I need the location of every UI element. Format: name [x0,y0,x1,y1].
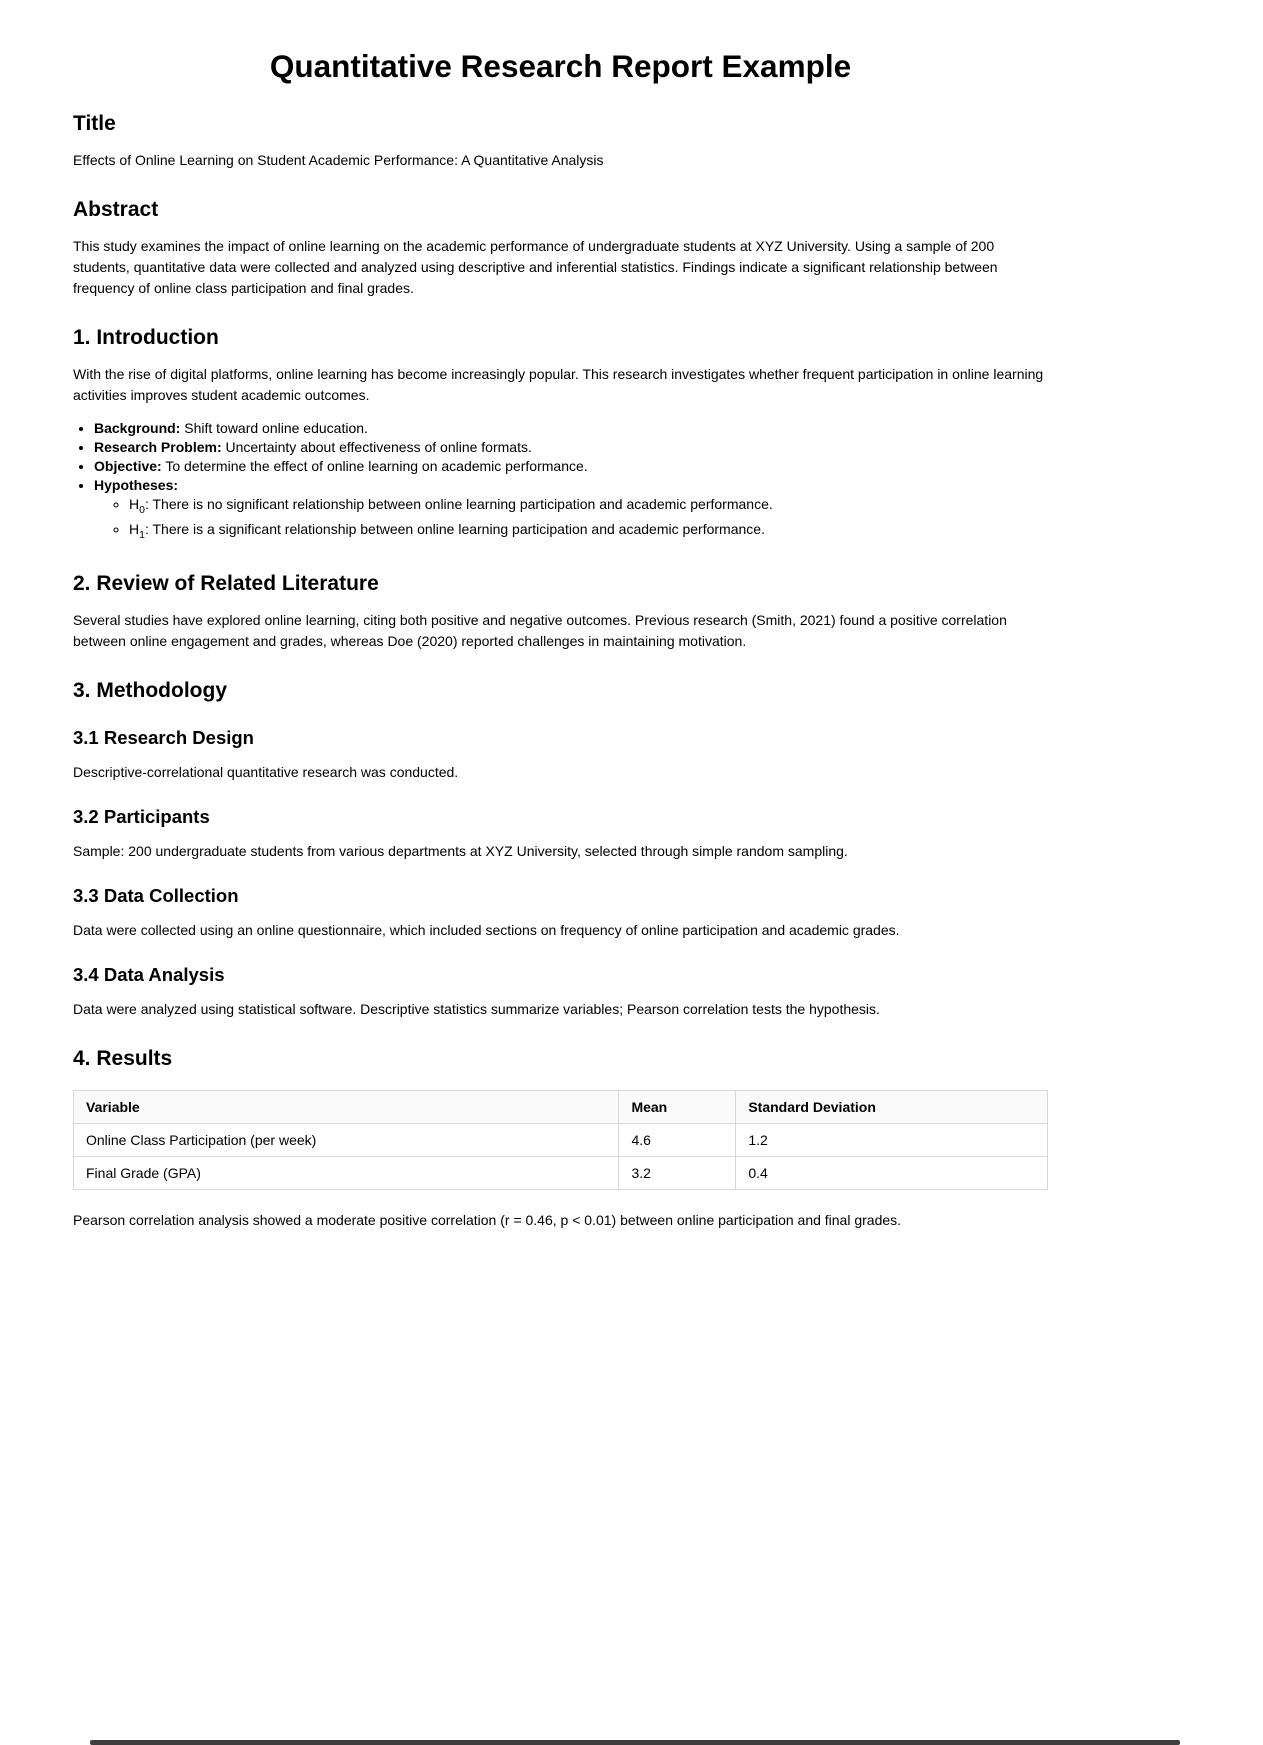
table-header-mean: Mean [619,1090,736,1123]
table-cell-std: 1.2 [736,1123,1048,1156]
hypothesis-symbol: H [129,520,140,537]
introduction-bullet-list [73,419,1048,545]
bullet-research-problem [94,438,1048,457]
introduction-paragraph: With the rise of digital platforms, online learning has become increasingly popular. This research investigates whether frequent participation in online learning activities improves student academic outcomes. [73,366,1044,403]
document-title: Quantitative Research Report Example [269,48,852,84]
table-cell-std: 0.4 [736,1156,1048,1189]
data-analysis-paragraph: Data were analyzed using statistical software. Descriptive statistics summarize variables; Pearson correlation tests the hypothesis. [73,1000,880,1017]
section-heading-literature: 2. Review of Related Literature [73,571,379,595]
research-design-paragraph: Descriptive-correlational quantitative research was conducted. [73,763,459,780]
table-header-std-deviation: Standard Deviation [736,1090,1048,1123]
hypothesis-text: : There is no significant relationship between online learning participation and academic performance. [144,496,773,512]
section-introduction [73,325,1048,545]
table-row [74,1156,1048,1189]
table-row [74,1123,1048,1156]
table-cell-mean: 3.2 [619,1156,736,1189]
hypotheses-list [94,495,1048,545]
table-cell-variable: Online Class Participation (per week) [74,1123,619,1156]
section-literature-review [73,571,1048,652]
section-abstract [73,197,1048,299]
hypothesis-null [129,495,1048,520]
hypothesis-alternative [129,520,1048,545]
subsection-heading-research-design: 3.1 Research Design [73,726,254,748]
literature-paragraph: Several studies have explored online learning, citing both positive and negative outcomes. Previous research (Smith, 2021) found a positive correlation between online engagement and grades, whereas Doe (2020) reported challenges in maintaining motivation. [73,611,1007,649]
bullet-label: Objective: [94,458,162,474]
document-page [73,0,1048,1231]
table-header-row [74,1090,1048,1123]
bullet-label: Hypotheses: [94,477,179,493]
table-header-variable: Variable [74,1090,619,1123]
results-paragraph: Pearson correlation analysis showed a moderate positive correlation (r = 0.46, p < 0.01) between online participation and final grades. [73,1211,902,1228]
bullet-hypotheses [94,476,1048,545]
table-cell-mean: 4.6 [619,1123,736,1156]
title-paragraph: Effects of Online Learning on Student Academic Performance: A Quantitative Analysis [73,152,604,168]
hypothesis-subscript: 1 [139,528,145,541]
bullet-objective [94,457,1048,476]
section-title [73,111,1048,171]
section-results [73,1046,1048,1231]
horizontal-scrollbar-thumb[interactable] [90,1740,1180,1745]
section-heading-introduction: 1. Introduction [73,326,219,349]
data-collection-paragraph: Data were collected using an online questionnaire, which included sections on frequency of online participation and academic grades. [73,921,900,938]
table-cell-variable: Final Grade (GPA) [74,1156,619,1189]
bullet-background [94,419,1048,438]
section-heading-abstract: Abstract [73,198,159,221]
bullet-label: Background: [94,420,181,436]
section-methodology [73,678,1048,1020]
subsection-heading-participants: 3.2 Participants [73,805,210,827]
section-heading-methodology: 3. Methodology [73,678,227,702]
subsection-heading-data-analysis: 3.4 Data Analysis [73,963,225,985]
section-heading-title: Title [73,112,116,135]
participants-paragraph: Sample: 200 undergraduate students from various departments at XYZ University, selected through simple random sampling. [73,842,848,859]
hypothesis-text: : There is a significant relationship between online learning participation and academic performance. [144,520,765,537]
bullet-text: To determine the effect of online learning on academic performance. [161,458,588,474]
abstract-paragraph: This study examines the impact of online learning on the academic performance of undergraduate students at XYZ University. Using a sample of 200 students, quantitative data were collected and analyzed using descriptive and inferential statistics. Findings indicate a significant relationship between frequency of online class participation and final grades. [73,238,998,296]
bullet-text: Uncertainty about effectiveness of online formats. [221,439,532,455]
bullet-text: Shift toward online education. [180,420,368,436]
hypothesis-subscript: 0 [139,503,145,516]
hypothesis-symbol: H [129,496,140,512]
bullet-label: Research Problem: [94,439,222,455]
results-table [73,1090,1048,1190]
subsection-heading-data-collection: 3.3 Data Collection [73,884,239,906]
section-heading-results: 4. Results [73,1046,173,1070]
